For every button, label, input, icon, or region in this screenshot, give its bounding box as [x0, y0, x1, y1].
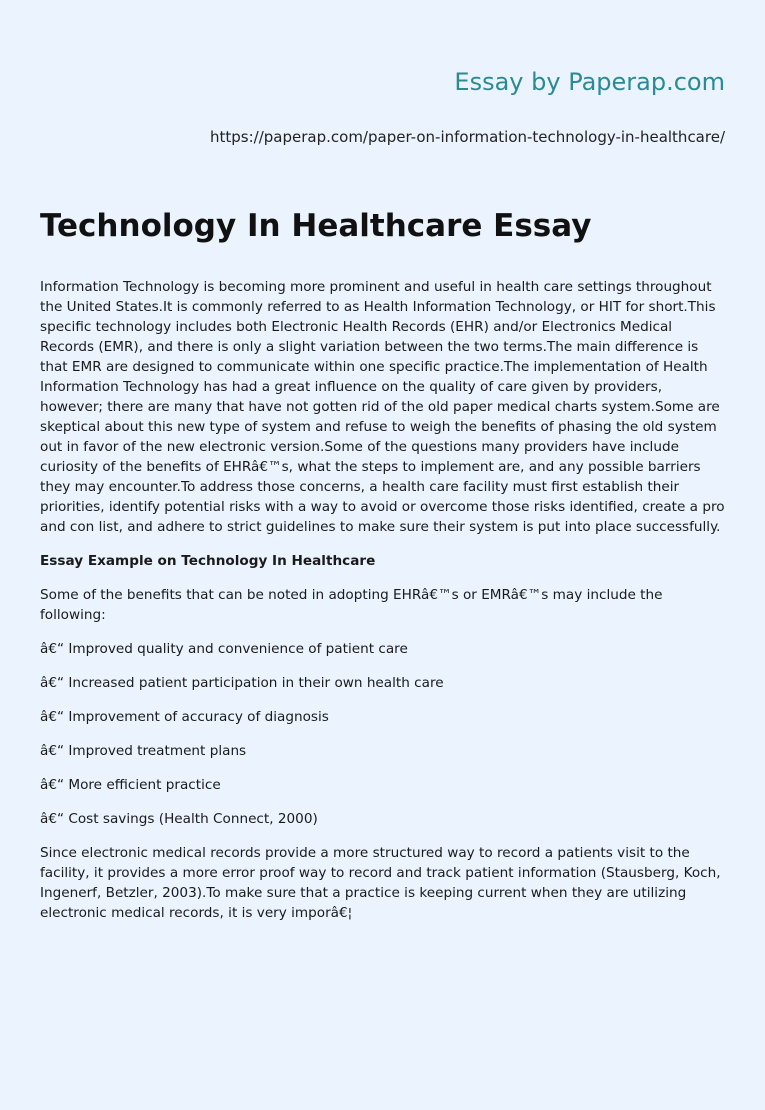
closing-paragraph: Since electronic medical records provide a more structured way to record a patients visit to the facility, it provides a more error proof way to record and track patient information (Stausberg, Koch, Ingenerf, Betzler, 2003).To make sure that a practice is keeping current when they are utilizing electronic medical records, it is very imporâ€¦	[40, 845, 721, 921]
benefits-intro: Some of the benefits that can be noted in adopting EHRâ€™s or EMRâ€™s may include the following:	[40, 587, 663, 623]
essay-subheading: Essay Example on Technology In Healthcare	[40, 553, 376, 569]
benefit-item: â€“ Improved quality and convenience of patient care	[40, 641, 408, 657]
benefit-item: â€“ Increased patient participation in their own health care	[40, 675, 444, 691]
brand-link[interactable]: Essay by Paperap.com	[454, 68, 725, 96]
essay-body	[40, 277, 725, 937]
benefit-item: â€“ Improved treatment plans	[40, 743, 247, 759]
benefit-item: â€“ Improvement of accuracy of diagnosis	[40, 709, 329, 725]
benefit-item: â€“ More efficient practice	[40, 777, 221, 793]
intro-paragraph: Information Technology is becoming more prominent and useful in health care settings throughout the United States.It is commonly referred to as Health Information Technology, or HIT for short.This specific technology includes both Electronic Health Records (EHR) and/or Electronics Medical Records (EMR), and there is only a slight variation between the two terms.The main difference is that EMR are designed to communicate within one specific practice.The implementation of Health Information Technology has had a great influence on the quality of care given by providers, however; there are many that have not gotten rid of the old paper medical charts system.Some are skeptical about this new type of system and refuse to weigh the benefits of phasing the old system out in favor of the new electronic version.Some of the questions many providers have include curiosity of the benefits of EHRâ€™s, what the steps to implement are, and any possible barriers they may encounter.To address those concerns, a health care facility must first establish their priorities, identify potential risks with a way to avoid or overcome those risks identified, create a pro and con list, and adhere to strict guidelines to make sure their system is put into place successfully.	[40, 279, 725, 535]
source-url-link[interactable]: https://paperap.com/paper-on-information-technology-in-healthcare/	[210, 128, 725, 146]
page-title: Technology In Healthcare Essay	[40, 208, 592, 244]
benefit-item: â€“ Cost savings (Health Connect, 2000)	[40, 811, 318, 827]
